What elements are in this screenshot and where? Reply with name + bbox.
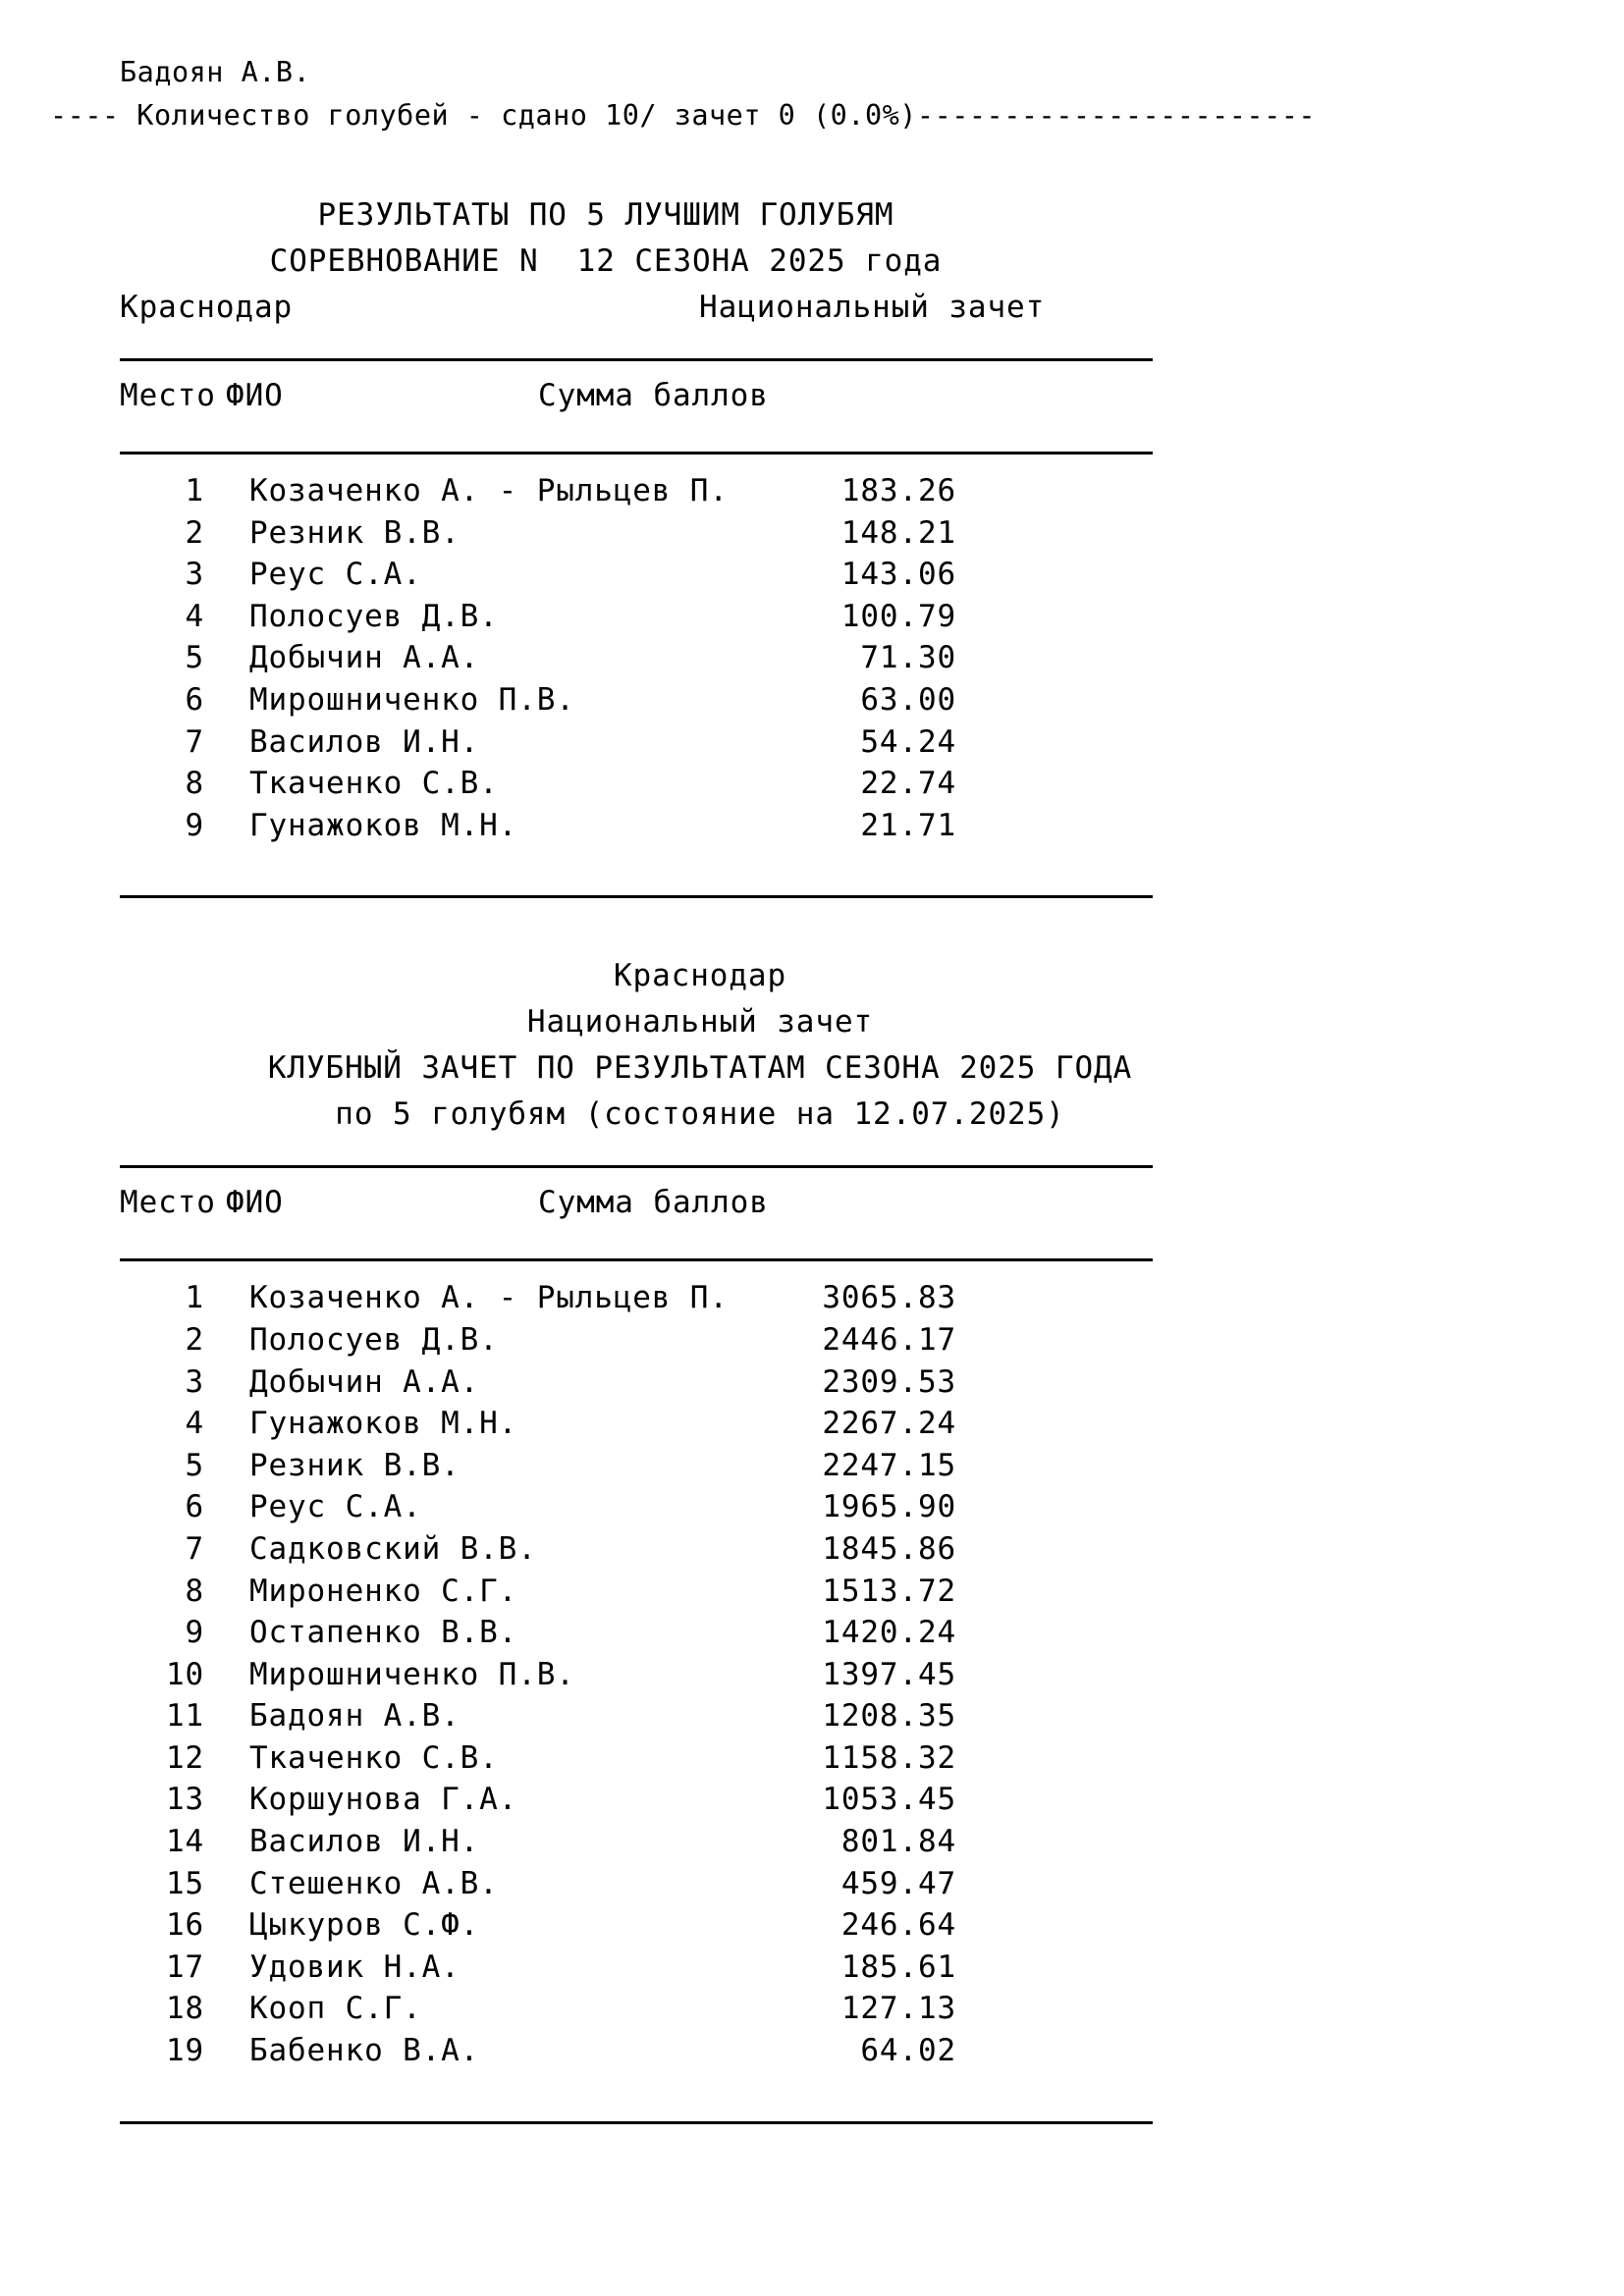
cell-name: Полосуев Д.В. <box>249 1321 499 1358</box>
cell-points: 1208.35 <box>822 1698 956 1735</box>
table-row <box>120 805 1624 847</box>
cell-place: 4 <box>185 598 204 634</box>
section1-location-row <box>0 285 1624 331</box>
cell-name: Козаченко А. - Рыльцев П. <box>249 1280 729 1316</box>
cell-points: 185.61 <box>840 1949 956 1985</box>
section2-city: Краснодар <box>613 958 787 994</box>
cell-place: 7 <box>185 1530 204 1567</box>
cell-place: 8 <box>185 766 204 802</box>
section2-title-block <box>0 953 1624 1138</box>
section1-city: Краснодар <box>120 290 294 325</box>
cell-name: Ткаченко С.В. <box>249 1739 499 1776</box>
cell-name: Резник В.В. <box>249 514 460 551</box>
cell-place: 5 <box>185 1447 204 1483</box>
cell-name: Реус С.А. <box>249 557 422 593</box>
table-row <box>120 1695 1624 1737</box>
section1-table-header <box>120 361 1624 452</box>
cell-points: 148.21 <box>840 514 956 551</box>
table-row <box>120 1319 1624 1362</box>
cell-points: 2446.17 <box>822 1321 956 1358</box>
cell-points: 183.26 <box>840 473 956 508</box>
cell-points: 1965.90 <box>822 1489 956 1525</box>
owner-name: Бадоян А.В. <box>120 56 311 88</box>
table-row <box>120 679 1624 721</box>
cell-place: 18 <box>165 1991 204 2027</box>
cell-place: 9 <box>185 807 204 843</box>
cell-place: 2 <box>185 514 204 551</box>
cell-name: Мироненко С.Г. <box>249 1573 518 1609</box>
table-row <box>120 1988 1624 2030</box>
cell-place: 16 <box>165 1907 204 1944</box>
table-row <box>120 637 1624 679</box>
cell-name: Полосуев Д.В. <box>249 598 499 634</box>
cell-points: 63.00 <box>860 681 956 718</box>
cell-place: 17 <box>165 1949 204 1985</box>
table-row <box>120 554 1624 596</box>
cell-name: Гунажоков М.Н. <box>249 1406 518 1442</box>
section1-title-line1: РЕЗУЛЬТАТЫ ПО 5 ЛУЧШИМ ГОЛУБЯМ <box>317 197 894 233</box>
section1-title-line2: СОРЕВНОВАНИЕ N 12 СЕЗОНА 2025 года <box>269 243 943 279</box>
cell-name: Цыкуров С.Ф. <box>249 1907 480 1944</box>
cell-points: 2309.53 <box>822 1363 956 1400</box>
cell-name: Мирошниченко П.В. <box>249 1656 575 1692</box>
section2-row-list <box>120 1261 1624 2071</box>
table-row <box>120 1947 1624 1989</box>
cell-name: Добычин А.А. <box>249 640 480 676</box>
cell-place: 13 <box>165 1782 204 1818</box>
column-header-name: ФИО <box>226 378 284 413</box>
cell-points: 21.71 <box>860 807 956 843</box>
cell-name: Гунажоков М.Н. <box>249 807 518 843</box>
cell-name: Реус С.А. <box>249 1489 422 1525</box>
column-header-name: ФИО <box>226 1185 284 1221</box>
cell-points: 459.47 <box>840 1865 956 1901</box>
cell-points: 143.06 <box>840 557 956 593</box>
section2-classification: Национальный зачет <box>526 1004 874 1041</box>
section1-classification: Национальный зачет <box>699 290 1046 325</box>
cell-place: 19 <box>165 2033 204 2069</box>
table-row <box>120 596 1624 638</box>
section2-table <box>0 1165 1624 2123</box>
cell-place: 11 <box>165 1698 204 1735</box>
cell-place: 6 <box>185 681 204 718</box>
table-row <box>120 1362 1624 1404</box>
cell-points: 2267.24 <box>822 1406 956 1442</box>
cell-name: Добычин А.А. <box>249 1363 480 1400</box>
cell-place: 4 <box>185 1406 204 1442</box>
cell-points: 1420.24 <box>822 1615 956 1651</box>
cell-name: Садковский В.В. <box>249 1530 537 1567</box>
cell-place: 2 <box>185 1321 204 1358</box>
cell-points: 1158.32 <box>822 1739 956 1776</box>
section2-title-line1: КЛУБНЫЙ ЗАЧЕТ ПО РЕЗУЛЬТАТАМ СЕЗОНА 2025 ГОДА <box>267 1050 1133 1087</box>
table-row <box>120 1612 1624 1654</box>
cell-name: Удовик Н.А. <box>249 1949 460 1985</box>
table-row <box>120 1737 1624 1780</box>
cell-name: Остапенко В.В. <box>249 1615 518 1651</box>
table-row <box>120 763 1624 805</box>
cell-points: 54.24 <box>860 723 956 760</box>
cell-place: 12 <box>165 1739 204 1776</box>
table-row <box>120 1863 1624 1905</box>
cell-points: 2247.15 <box>822 1447 956 1483</box>
cell-place: 8 <box>185 1573 204 1609</box>
table-row <box>120 1821 1624 1863</box>
cell-name: Кооп С.Г. <box>249 1991 422 2027</box>
cell-name: Бадоян А.В. <box>249 1698 460 1735</box>
table-row <box>120 470 1624 512</box>
cell-name: Коршунова Г.А. <box>249 1782 518 1818</box>
table-row <box>120 1654 1624 1696</box>
cell-name: Стешенко А.В. <box>249 1865 499 1901</box>
table-row <box>120 1445 1624 1487</box>
cell-place: 10 <box>165 1656 204 1692</box>
column-header-place: Место <box>120 378 216 413</box>
section1-title-block <box>0 192 1624 331</box>
cell-points: 64.02 <box>860 2033 956 2069</box>
cell-place: 14 <box>165 1824 204 1860</box>
cell-place: 3 <box>185 557 204 593</box>
cell-points: 1397.45 <box>822 1656 956 1692</box>
cell-points: 1513.72 <box>822 1573 956 1609</box>
table-row <box>120 1486 1624 1528</box>
cell-points: 71.30 <box>860 640 956 676</box>
cell-name: Василов И.Н. <box>249 1824 480 1860</box>
cell-points: 22.74 <box>860 766 956 802</box>
column-header-points: Сумма баллов <box>538 1185 769 1221</box>
table-row <box>120 512 1624 555</box>
table-rule-bottom <box>120 895 1153 898</box>
table-rule-bottom <box>120 2121 1153 2124</box>
table-row <box>120 2030 1624 2072</box>
cell-points: 1053.45 <box>822 1782 956 1818</box>
cell-place: 7 <box>185 723 204 760</box>
column-header-place: Место <box>120 1185 216 1221</box>
cell-points: 3065.83 <box>822 1280 956 1316</box>
table-row <box>120 1779 1624 1821</box>
document-meta-header <box>0 51 1624 137</box>
cell-name: Василов И.Н. <box>249 723 480 760</box>
table-row <box>120 1528 1624 1571</box>
cell-name: Резник В.В. <box>249 1447 460 1483</box>
cell-points: 127.13 <box>840 1991 956 2027</box>
column-header-points: Сумма баллов <box>538 378 769 413</box>
cell-name: Козаченко А. - Рыльцев П. <box>249 473 729 508</box>
table-row <box>120 1571 1624 1613</box>
section2-title-line2: по 5 голубям (состояние на 12.07.2025) <box>335 1096 1065 1133</box>
cell-name: Ткаченко С.В. <box>249 766 499 802</box>
table-row <box>120 1277 1624 1319</box>
cell-place: 3 <box>185 1363 204 1400</box>
cell-place: 1 <box>185 473 204 508</box>
cell-name: Бабенко В.А. <box>249 2033 480 2069</box>
pigeon-count-line: ---- Количество голубей - сдано 10/ зачет 0 (0.0%)----------------------- <box>50 99 1317 132</box>
cell-points: 801.84 <box>840 1824 956 1860</box>
section1-row-list <box>120 454 1624 846</box>
cell-points: 100.79 <box>840 598 956 634</box>
cell-name: Мирошниченко П.В. <box>249 681 575 718</box>
table-row <box>120 1904 1624 1947</box>
cell-place: 1 <box>185 1280 204 1316</box>
table-row <box>120 721 1624 764</box>
cell-place: 9 <box>185 1615 204 1651</box>
section2-table-header <box>120 1168 1624 1258</box>
cell-points: 246.64 <box>840 1907 956 1944</box>
cell-place: 15 <box>165 1865 204 1901</box>
cell-points: 1845.86 <box>822 1530 956 1567</box>
table-row <box>120 1403 1624 1445</box>
cell-place: 5 <box>185 640 204 676</box>
section1-table <box>0 358 1624 898</box>
cell-place: 6 <box>185 1489 204 1525</box>
